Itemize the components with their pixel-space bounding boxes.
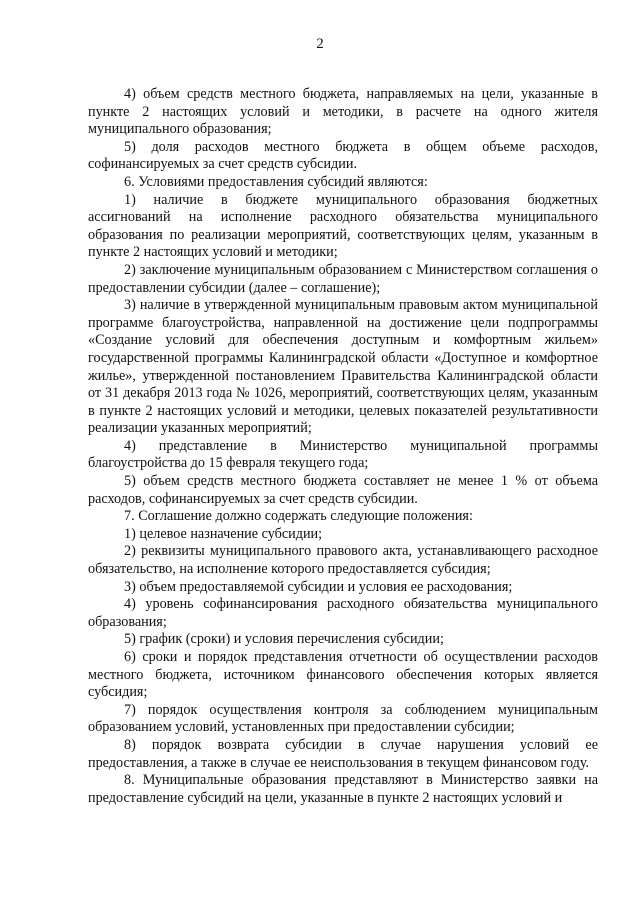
- paragraph-6-3-program: 3) наличие в утвержденной муниципальным правовым актом муниципальной программе благоустройства, направленной на достижение цели подпрограммы «Создание условий для обеспечения доступным и комфортным жильем» государственной программы Калининградской области «Доступное и комфортное жилье», утвержденной постановлением Правительства Калининградской области от 31 декабря 2013 года № 1026, мероприятий, соответствующих целям, указанным в пункте 2 настоящих условий и методики, целевых показателей результативности реализации указанных мероприятий;: [88, 297, 598, 437]
- document-body: [88, 86, 598, 807]
- paragraph-7-3-volume: 3) объем предоставляемой субсидии и условия ее расходования;: [124, 578, 513, 595]
- paragraph-section-8-applications: 8. Муниципальные образования представляют в Министерство заявки на предоставление субсидий на цели, указанные в пункте 2 настоящих условий и: [88, 772, 598, 806]
- paragraph-4-budget-volume: 4) объем средств местного бюджета, направляемых на цели, указанные в пункте 2 настоящих условий и методики, в расчете на одного жителя муниципального образования;: [88, 86, 598, 138]
- paragraph-7-7-control: 7) порядок осуществления контроля за соблюдением муниципальным образованием условий, установленных при предоставлении субсидии;: [88, 701, 598, 736]
- paragraph-6-1-budget-allocations: 1) наличие в бюджете муниципального образования бюджетных ассигнований на исполнение расходного обязательства муниципального образования по реализации мероприятий, соответствующих целям, указанным в пункте 2 настоящих условий и методики;: [88, 191, 598, 261]
- paragraph-7-1-purpose: 1) целевое назначение субсидии;: [124, 525, 323, 542]
- paragraph-7-4-cofinancing: 4) уровень софинансирования расходного обязательства муниципального образования;: [88, 596, 598, 630]
- paragraph-6-4-submission: 4) представление в Министерство муниципальной программы благоустройства до 15 февраля текущего года;: [88, 437, 598, 472]
- paragraph-5-expense-share: 5) доля расходов местного бюджета в общем объеме расходов, софинансируемых за счет средств субсидии.: [88, 138, 598, 173]
- paragraph-7-8-return: 8) порядок возврата субсидии в случае нарушения условий ее предоставления, а также в случае ее неиспользования в текущем финансовом году.: [88, 736, 598, 771]
- paragraph-7-6-reporting: 6) сроки и порядок представления отчетности об осуществлении расходов местного бюджета, источником финансового обеспечения которых является субсидия;: [88, 649, 598, 701]
- paragraph-section-7-heading: 7. Соглашение должно содержать следующие положения:: [124, 508, 473, 525]
- paragraph-section-6-heading: 6. Условиями предоставления субсидий являются:: [124, 173, 428, 190]
- paragraph-6-2-agreement: 2) заключение муниципальным образованием с Министерством соглашения о предоставлении субсидии (далее – соглашение);: [88, 261, 598, 296]
- paragraph-7-2-legal-act: 2) реквизиты муниципального правового акта, устанавливающего расходное обязательство, на исполнение которого предоставляется субсидия;: [88, 543, 598, 578]
- page-number: 2: [316, 36, 324, 52]
- paragraph-6-5-local-budget-share: 5) объем средств местного бюджета составляет не менее 1 % от объема расходов, софинансируемых за счет средств субсидии.: [88, 473, 598, 507]
- paragraph-7-5-schedule: 5) график (сроки) и условия перечисления субсидии;: [124, 631, 444, 648]
